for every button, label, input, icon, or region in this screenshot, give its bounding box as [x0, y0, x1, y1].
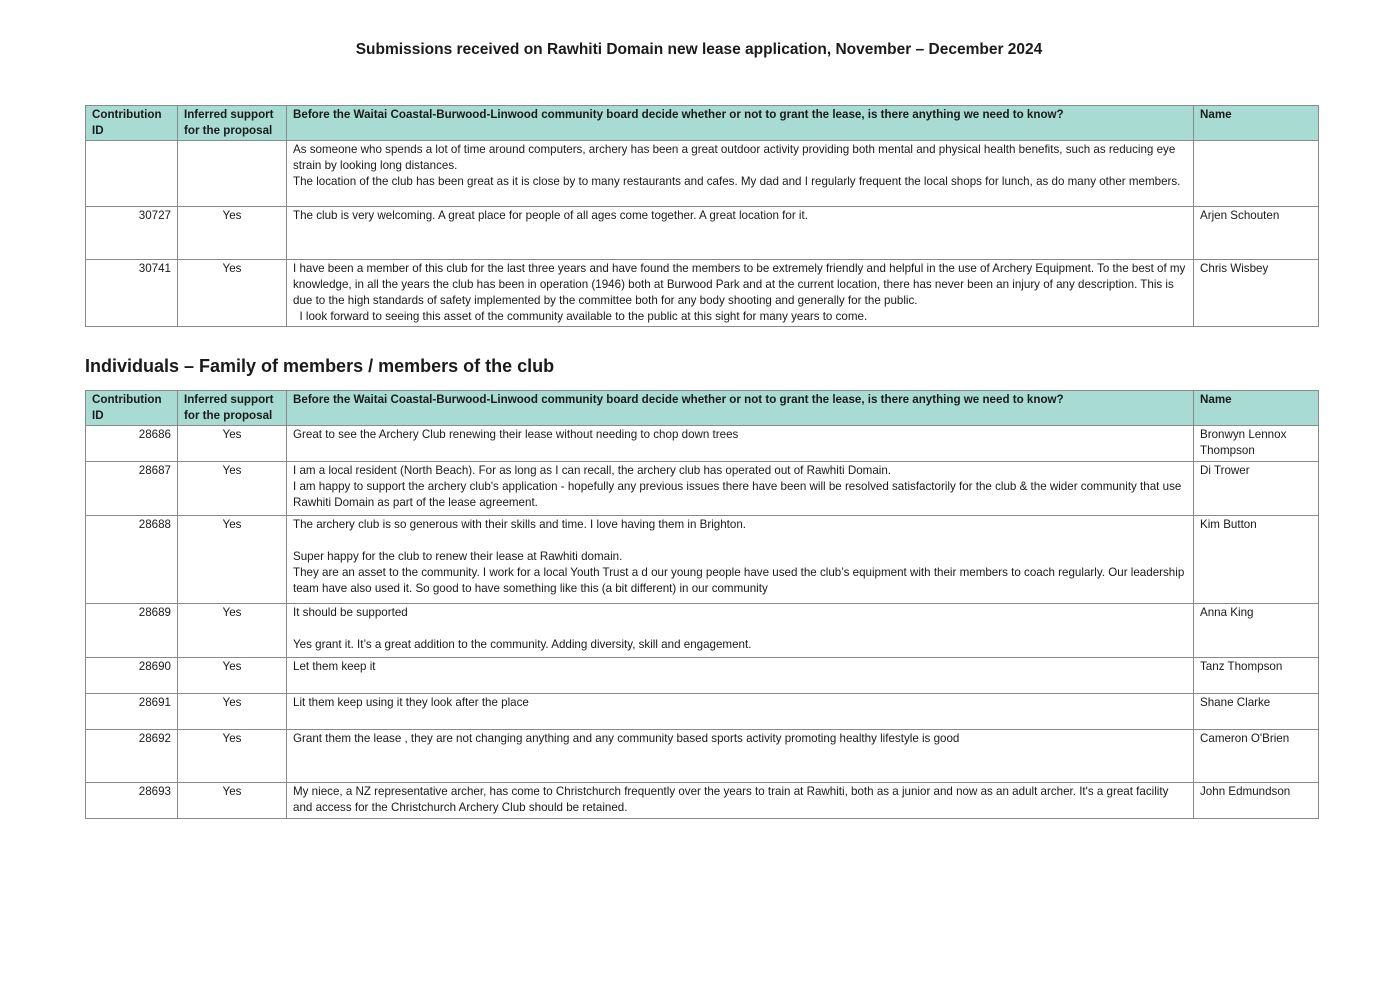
submission-paragraph: I have been a member of this club for the last three years and have found the members to be extremely friendly and helpful in the use of Archery Equipment. To the best of my knowledge, in all the years the club has been in operation (1946) both at Burwood Park and at the current location, there has never been an injury of any description. This is due to the high standards of safety implemented by the committee both for any body shooting and generally for the public.: [293, 262, 1186, 307]
submission-text: [287, 462, 1194, 516]
submission-paragraph: The club is very welcoming. A great place for people of all ages come together. A great location for it.: [293, 209, 808, 222]
submission-paragraph: Yes grant it. It’s a great addition to the community. Adding diversity, skill and engagement.: [293, 638, 752, 651]
header-inferred-support: Inferred support for the proposal: [178, 106, 287, 141]
header-name: Name: [1194, 106, 1319, 141]
page-title: Submissions received on Rawhiti Domain new lease application, November – December 2024: [355, 41, 1043, 58]
submission-paragraph: Let them keep it: [293, 660, 376, 673]
table-header-row: [86, 391, 1319, 426]
submission-paragraph: Grant them the lease , they are not changing anything and any community based sports activity promoting healthy lifestyle is good: [293, 732, 960, 745]
submission-paragraph: Super happy for the club to renew their lease at Rawhiti domain.: [293, 550, 623, 563]
contribution-id: 28692: [86, 730, 178, 783]
contribution-id: 28686: [86, 426, 178, 462]
table-row: [86, 604, 1319, 658]
table-row: [86, 207, 1319, 260]
submitter-name: Di Trower: [1194, 462, 1319, 516]
submission-paragraph: I am happy to support the archery club's application - hopefully any previous issues there have been will be resolved satisfactorily for the club & the wider community that use Rawhiti Domain as part of the lease agreement.: [293, 480, 1182, 509]
table-row: [86, 141, 1319, 207]
submissions-table-1: [85, 105, 1319, 327]
submission-text: [287, 141, 1194, 207]
submitter-name: Cameron O'Brien: [1194, 730, 1319, 783]
inferred-support: [178, 141, 287, 207]
submission-text: [287, 426, 1194, 462]
contribution-id: 28691: [86, 694, 178, 730]
header-contribution-id: Contribution ID: [86, 391, 178, 426]
submission-paragraph: The location of the club has been great as it is close by to many restaurants and cafes. My dad and I regularly frequent the local shops for lunch, as do many other members.: [293, 175, 1181, 188]
submission-text: [287, 260, 1194, 327]
submitter-name: John Edmundson: [1194, 783, 1319, 819]
contribution-id: [86, 141, 178, 207]
submission-text: [287, 783, 1194, 819]
submitter-name: Bronwyn Lennox Thompson: [1194, 426, 1319, 462]
submissions-table-2: [85, 390, 1319, 819]
submitter-name: Anna King: [1194, 604, 1319, 658]
submission-paragraph: They are an asset to the community. I work for a local Youth Trust a d our young people have used the club’s equipment with their members to coach regularly. Our leadership team have also used it. So good to have something like this (a bit different) in our community: [293, 566, 1185, 595]
table-row: [86, 694, 1319, 730]
table-row: [86, 426, 1319, 462]
submitter-name: Shane Clarke: [1194, 694, 1319, 730]
submission-paragraph: [293, 533, 1187, 549]
inferred-support: Yes: [178, 604, 287, 658]
submission-text: [287, 694, 1194, 730]
submission-paragraph: Lit them keep using it they look after the place: [293, 696, 529, 709]
contribution-id: 28690: [86, 658, 178, 694]
table-header-row: [86, 106, 1319, 141]
inferred-support: Yes: [178, 207, 287, 260]
inferred-support: Yes: [178, 462, 287, 516]
contribution-id: 28693: [86, 783, 178, 819]
inferred-support: Yes: [178, 516, 287, 604]
submission-text: [287, 730, 1194, 783]
inferred-support: Yes: [178, 658, 287, 694]
submitter-name: Kim Button: [1194, 516, 1319, 604]
header-question: Before the Waitai Coastal-Burwood-Linwood community board decide whether or not to grant the lease, is there anything we need to know?: [287, 106, 1194, 141]
submitter-name: Arjen Schouten: [1194, 207, 1319, 260]
submission-text: [287, 658, 1194, 694]
header-inferred-support: Inferred support for the proposal: [178, 391, 287, 426]
inferred-support: Yes: [178, 694, 287, 730]
inferred-support: Yes: [178, 260, 287, 327]
contribution-id: 30727: [86, 207, 178, 260]
submitter-name: Chris Wisbey: [1194, 260, 1319, 327]
submission-paragraph: As someone who spends a lot of time around computers, archery has been a great outdoor activity providing both mental and physical health benefits, such as reducing eye strain by looking long distances.: [293, 143, 1176, 172]
submission-text: [287, 604, 1194, 658]
submission-paragraph: Great to see the Archery Club renewing their lease without needing to chop down trees: [293, 428, 739, 441]
header-name: Name: [1194, 391, 1319, 426]
submission-paragraph: I look forward to seeing this asset of the community available to the public at this sight for many years to come.: [293, 310, 868, 323]
inferred-support: Yes: [178, 730, 287, 783]
table-row: [86, 658, 1319, 694]
table-row: [86, 783, 1319, 819]
table-row: [86, 516, 1319, 604]
contribution-id: 30741: [86, 260, 178, 327]
inferred-support: Yes: [178, 426, 287, 462]
submission-paragraph: [293, 621, 1187, 637]
submission-paragraph: My niece, a NZ representative archer, has come to Christchurch frequently over the years to train at Rawhiti, both as a junior and now as an adult archer. It's a great facility and access for the Christchurch Archery Club should be retained.: [293, 785, 1169, 814]
submission-text: [287, 516, 1194, 604]
header-question: Before the Waitai Coastal-Burwood-Linwood community board decide whether or not to grant the lease, is there anything we need to know?: [287, 391, 1194, 426]
submission-paragraph: I am a local resident (North Beach). For as long as I can recall, the archery club has operated out of Rawhiti Domain.: [293, 464, 892, 477]
contribution-id: 28689: [86, 604, 178, 658]
submission-paragraph: It should be supported: [293, 606, 408, 619]
table-row: [86, 462, 1319, 516]
contribution-id: 28687: [86, 462, 178, 516]
contribution-id: 28688: [86, 516, 178, 604]
submission-text: [287, 207, 1194, 260]
inferred-support: Yes: [178, 783, 287, 819]
submission-paragraph: The archery club is so generous with their skills and time. I love having them in Brighton.: [293, 518, 747, 531]
table-row: [86, 730, 1319, 783]
submitter-name: Tanz Thompson: [1194, 658, 1319, 694]
section-heading: Individuals – Family of members / members of the club: [85, 356, 555, 376]
header-contribution-id: Contribution ID: [86, 106, 178, 141]
submitter-name: [1194, 141, 1319, 207]
table-row: [86, 260, 1319, 327]
